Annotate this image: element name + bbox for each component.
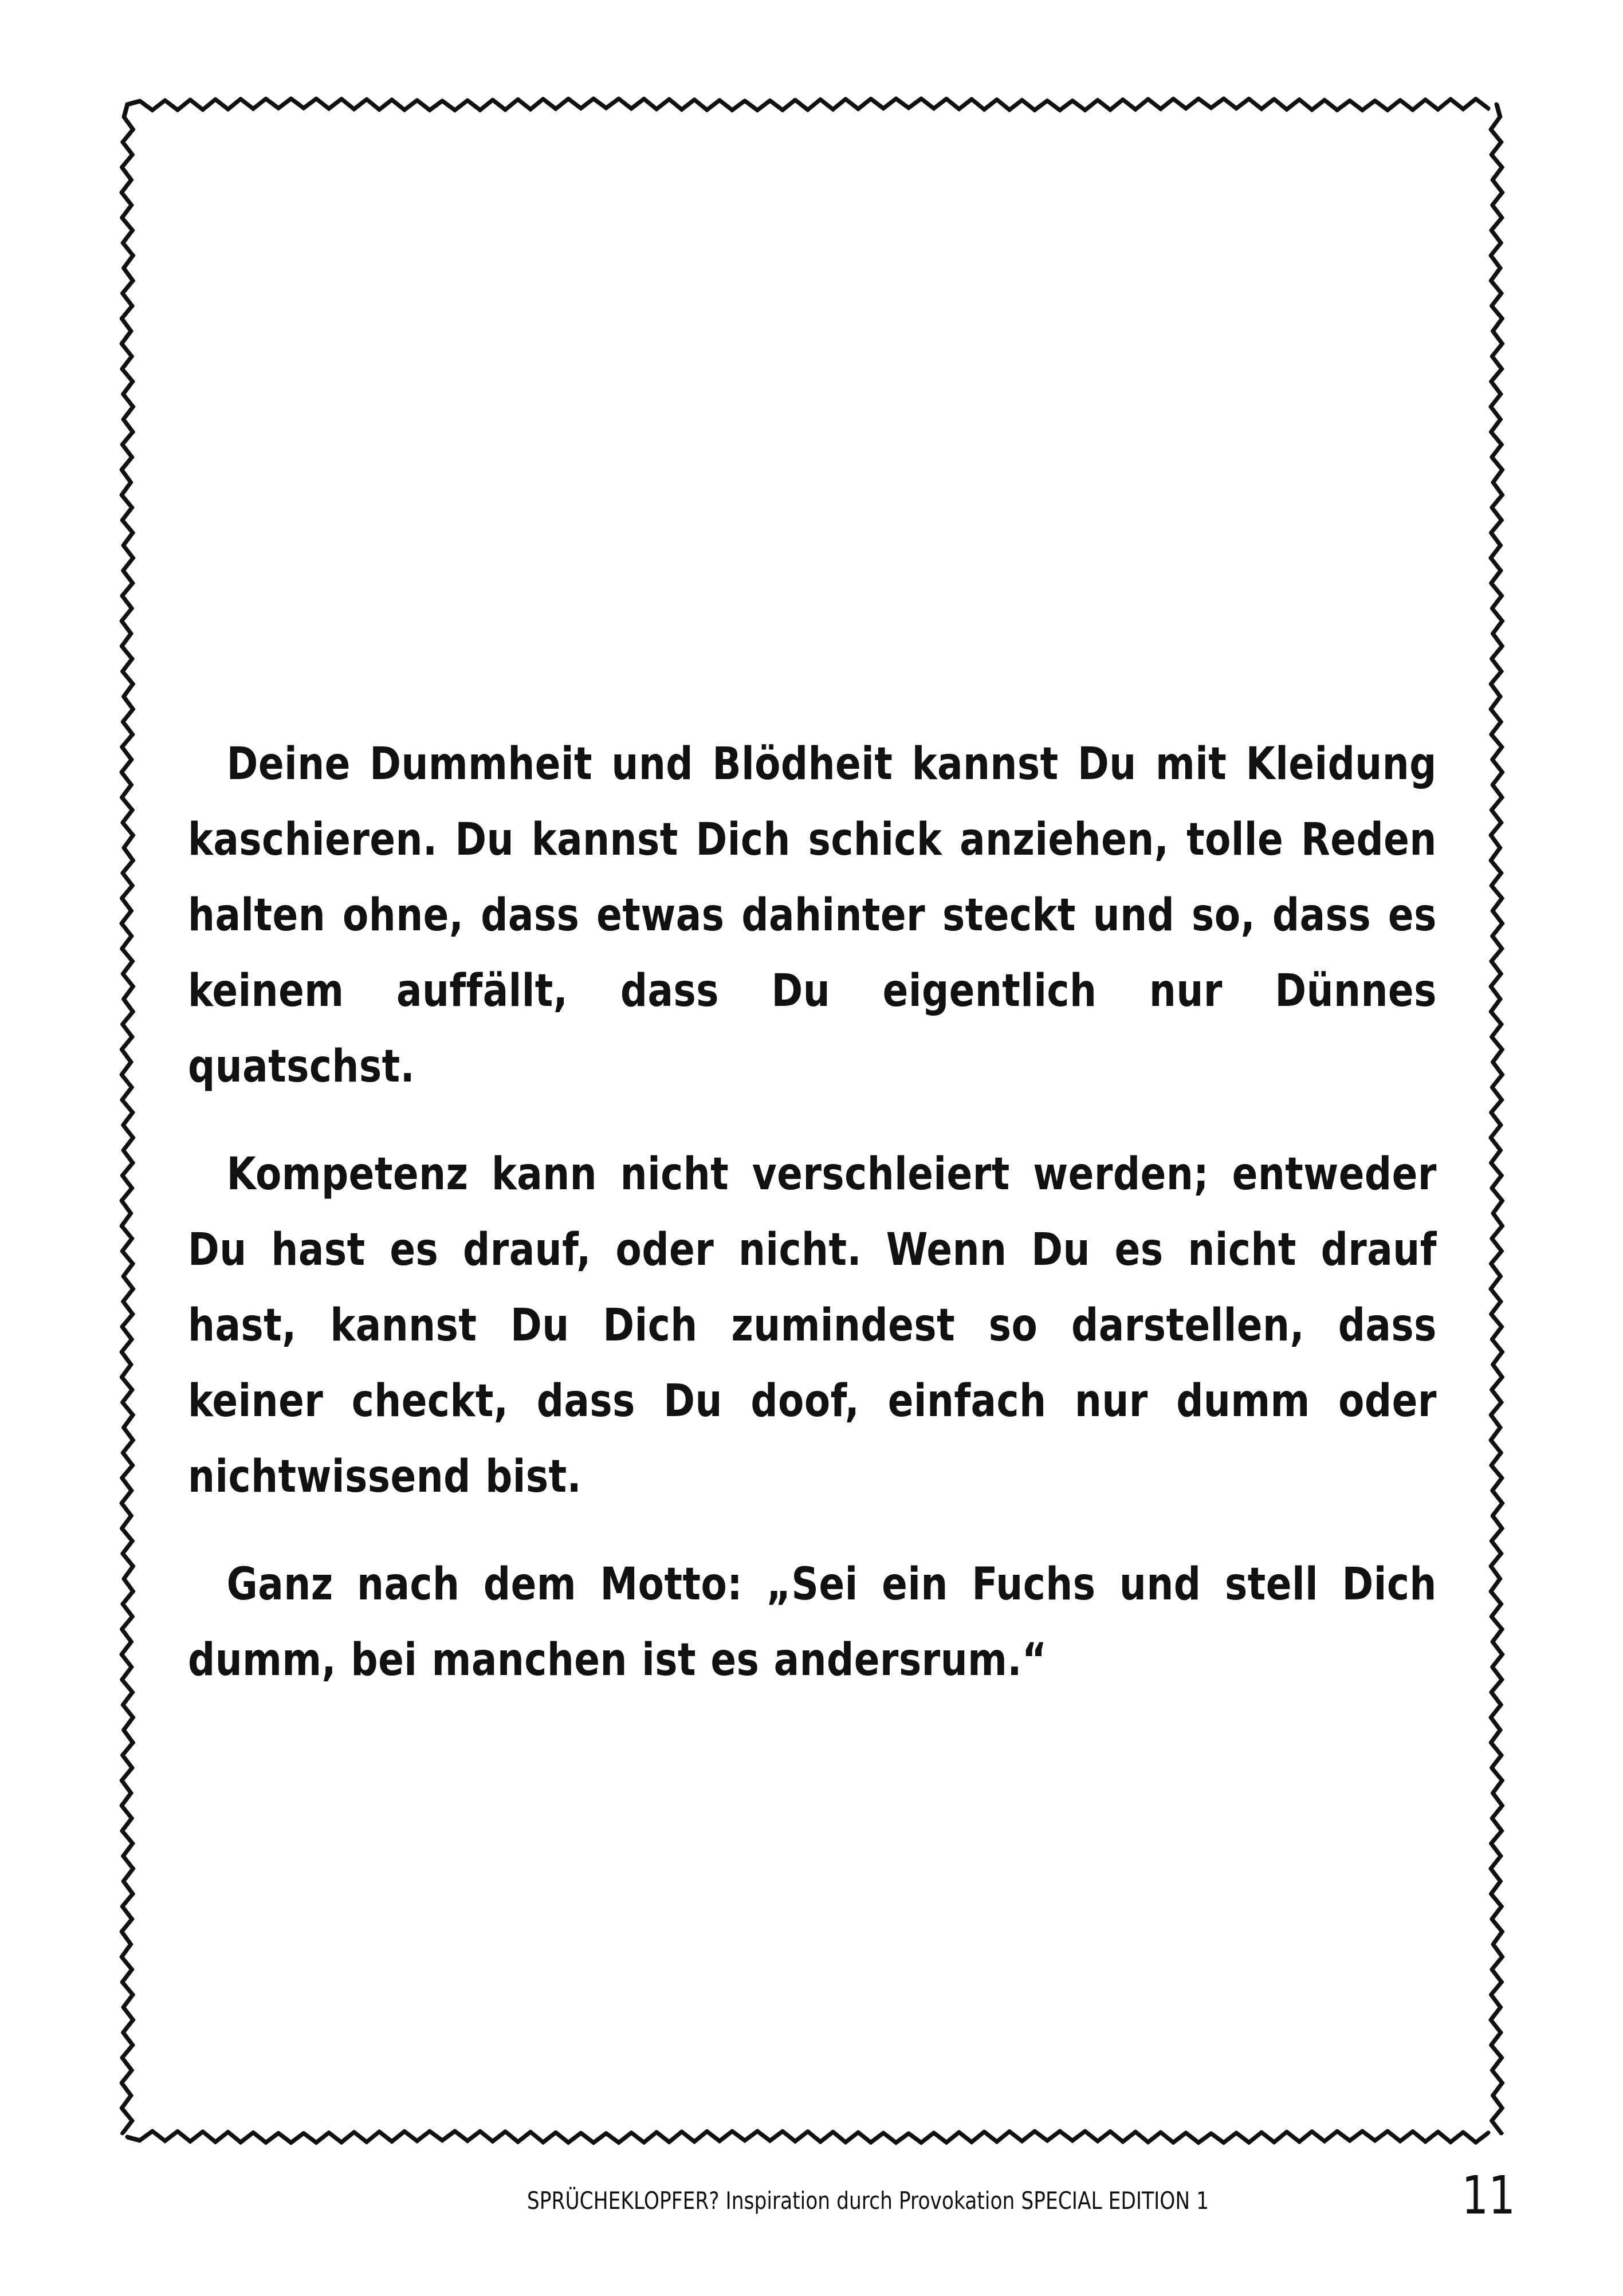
- footer-edition: SPECIAL EDITION 1: [1021, 2187, 1209, 2215]
- border-bottom-inner-stroke: [127, 2133, 1488, 2144]
- border-right: [1491, 104, 1502, 2133]
- border-left: [121, 104, 133, 2133]
- footer-title: SPRÜCHEKLOPFER?: [526, 2187, 720, 2215]
- border-bottom: [127, 2131, 1488, 2142]
- paragraph-1: Deine Dummheit und Blödheit kannst Du mit Kleidung kaschieren. Du kannst Dich schick anziehen, tolle Reden halten ohne, dass etwas dahinter steckt und so, dass es keinem auffällt, dass Du eigentlich nur Dünnes quatschst.: [188, 738, 1437, 1092]
- footer-running-title: [218, 2184, 1209, 2218]
- body-text: [188, 726, 1437, 1730]
- footer-subtitle: Inspiration durch Provokation: [725, 2187, 1015, 2215]
- paragraph-3: Ganz nach dem Motto: „Sei ein Fuchs und stell Dich dumm, bei manchen ist es andersrum.“: [188, 1559, 1437, 1686]
- page-number: 11: [1461, 2165, 1515, 2226]
- border-right-inner-stroke: [1492, 104, 1504, 2133]
- border-left-inner-stroke: [123, 104, 135, 2133]
- border-top-inner-stroke: [127, 100, 1488, 112]
- paragraph-2: Kompetenz kann nicht verschleiert werden; entweder Du hast es drauf, oder nicht. Wenn Du es nicht drauf hast, kannst Du Dich zumindest so darstellen, dass keiner checkt, dass Du doof, einfach nur dumm oder nichtwissend bist.: [188, 1149, 1437, 1503]
- border-top: [127, 99, 1488, 110]
